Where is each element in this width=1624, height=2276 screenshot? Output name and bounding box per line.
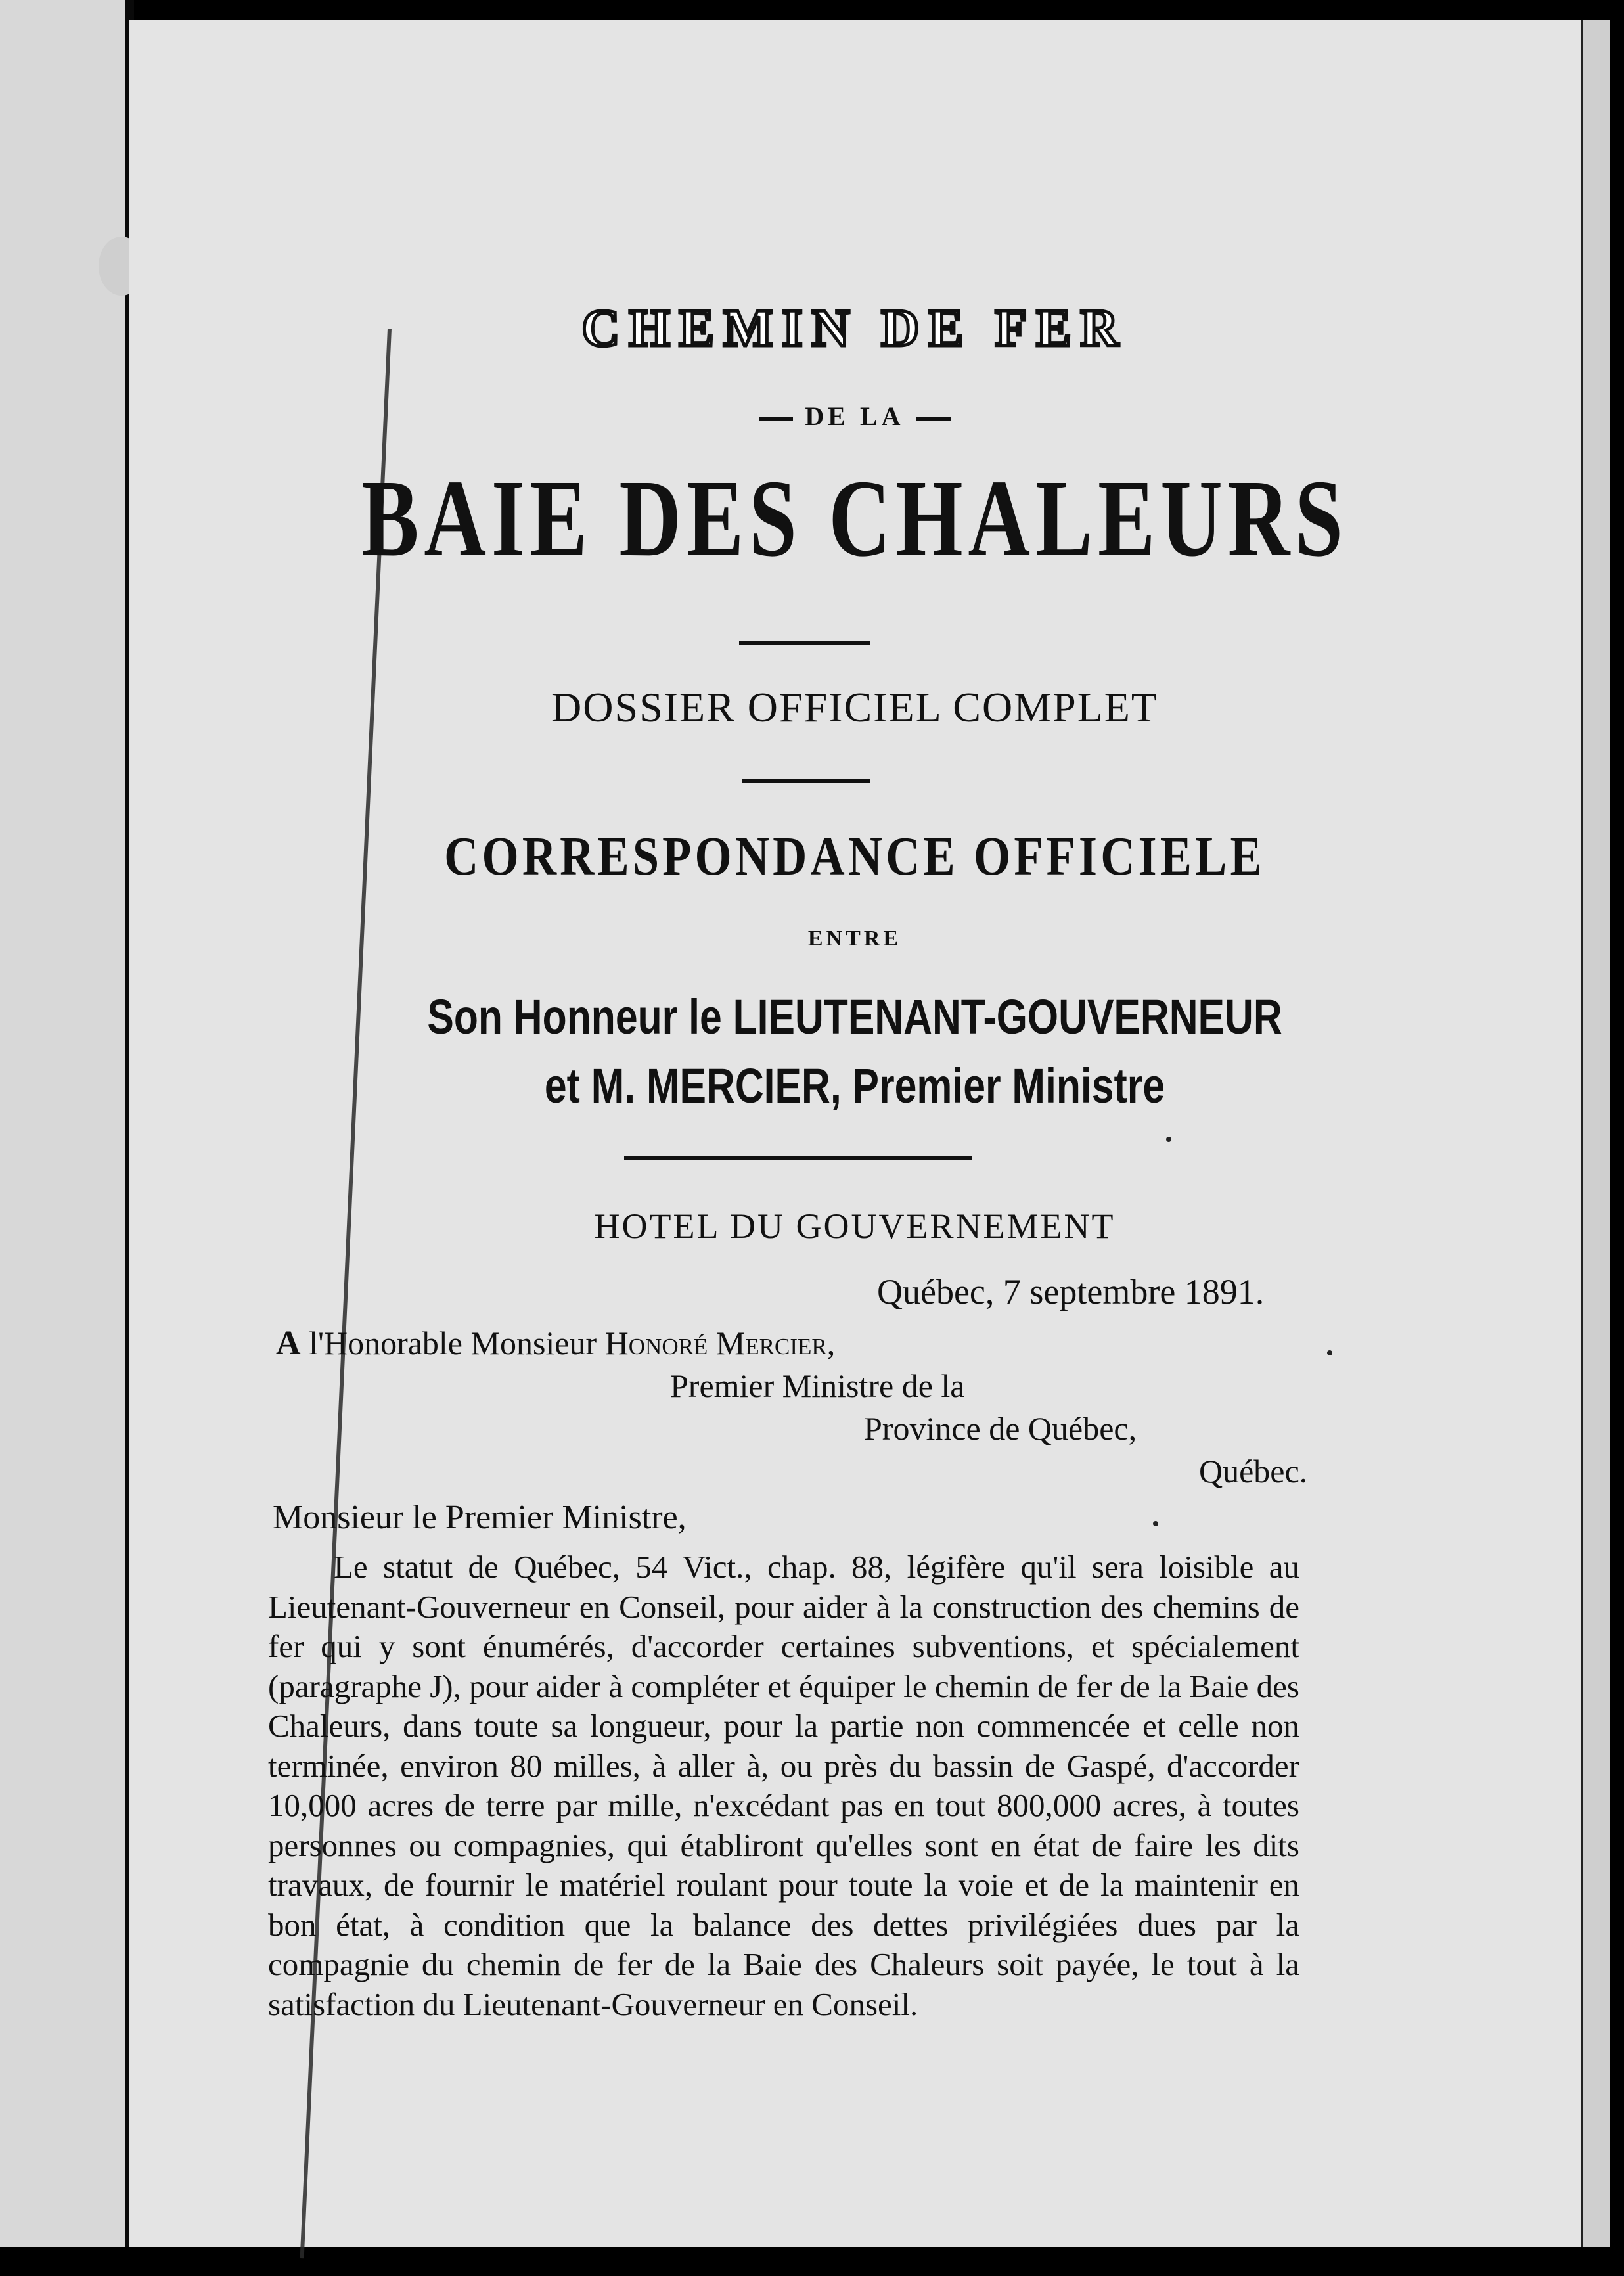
title-line-2-text: DE LA xyxy=(805,401,905,431)
address-line-3: Province de Québec, xyxy=(864,1410,1137,1447)
title-line-2 xyxy=(129,401,1581,432)
addressee-name: Honoré Mercier, xyxy=(604,1325,836,1361)
letter-date: Québec, 7 septembre 1891. xyxy=(877,1272,1265,1311)
address-line-4: Québec. xyxy=(1199,1453,1308,1490)
between-label: ENTRE xyxy=(807,926,902,951)
main-title: BAIE DES CHALEURS xyxy=(361,457,1348,580)
subtitle: DOSSIER OFFICIEL COMPLET xyxy=(551,684,1158,731)
salutation: Monsieur le Premier Ministre, xyxy=(273,1499,687,1536)
divider-rule xyxy=(739,641,870,645)
ink-speck xyxy=(1166,1137,1171,1142)
dash-left xyxy=(759,417,793,421)
title-line-1: CHEMIN DE FER xyxy=(581,300,1128,357)
ink-speck xyxy=(1327,1350,1332,1355)
address-line-1 xyxy=(276,1324,835,1363)
location-heading: HOTEL DU GOUVERNEMENT xyxy=(594,1206,1116,1246)
party-1: Son Honneur le LIEUTENANT-GOUVERNEUR xyxy=(427,990,1282,1044)
divider-rule xyxy=(624,1156,972,1160)
adjacent-page-strip xyxy=(0,0,134,2247)
ink-speck xyxy=(1153,1521,1158,1526)
page-edge xyxy=(1581,20,1610,2247)
letter-body: Le statut de Québec, 54 Vict., chap. 88, légifère qu'il sera loisible au Lieutenant-Gouverneur en Conseil, pour aider à la construction des chemins de fer qui y sont énumérés, d'accorder certaines subventions, et spécialement (paragraphe J), pour aider à compléter et équiper le chemin de fer de la Baie des Chaleurs, dans toute sa longueur, pour la partie non commencée et celle non terminée, environ 80 milles, à aller à, ou près du bassin de Gaspé, d'accorder 10,000 acres de terre par mille, n'excédant pas en tout 800,000 acres, à toutes personnes ou compagnies, qui établiront qu'elles sont en état de faire les dits travaux, de fournir le matériel roulant pour toute la voie et de la maintenir en bon état, à condition que la balance des dettes privilégiées dues par la compagnie du chemin de fer de la Baie des Chaleurs soit payée, le tout à la satisfaction du Lieutenant-Gouverneur en Conseil. xyxy=(268,1549,1299,2022)
dash-right xyxy=(916,417,951,421)
divider-rule xyxy=(742,779,870,783)
address-line-2: Premier Ministre de la xyxy=(670,1367,965,1404)
section-title: CORRESPONDANCE OFFICIELE xyxy=(444,826,1265,887)
party-2: et M. MERCIER, Premier Ministre xyxy=(544,1058,1165,1113)
address-line-1-text: l'Honorable Monsieur xyxy=(309,1325,597,1361)
address-prefix: A xyxy=(276,1325,301,1362)
